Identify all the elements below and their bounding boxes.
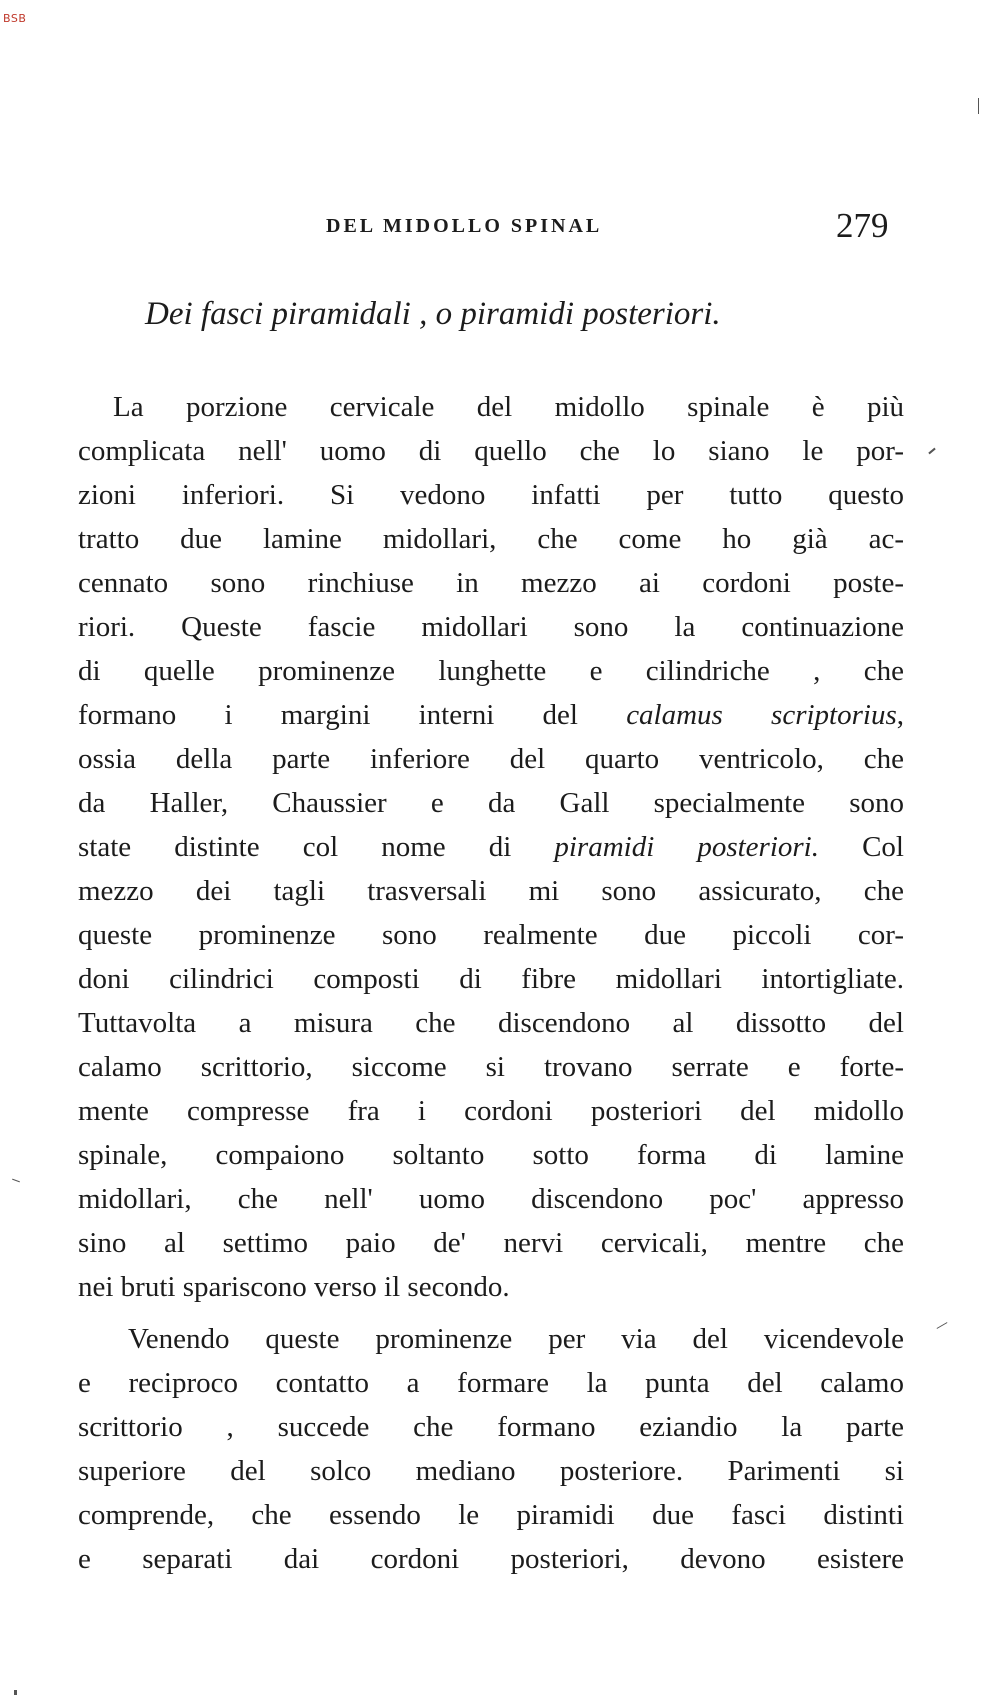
text-line bbox=[78, 869, 904, 913]
text-run: e reciproco contatto a formare la punta del calamo bbox=[78, 1367, 904, 1399]
text-run: doni cilindrici composti di fibre midollari intortigliate. bbox=[78, 963, 904, 995]
text-run: formano i margini interni del bbox=[78, 699, 627, 731]
text-line bbox=[78, 429, 904, 473]
text-run: Tuttavolta a misura che discendono al dissotto del bbox=[78, 1007, 904, 1039]
text-line bbox=[78, 473, 904, 517]
text-line bbox=[78, 561, 904, 605]
scan-speck bbox=[14, 1690, 17, 1695]
text-line bbox=[78, 1265, 904, 1309]
text-run: state distinte col nome di bbox=[78, 831, 555, 863]
text-run: di quelle prominenze lunghette e cilindriche , che bbox=[78, 655, 904, 687]
text-line bbox=[78, 737, 904, 781]
text-line bbox=[78, 1449, 904, 1493]
text-line bbox=[78, 1493, 904, 1537]
library-watermark: BSB bbox=[3, 12, 27, 25]
text-line bbox=[78, 605, 904, 649]
text-line bbox=[78, 1177, 904, 1221]
text-run: midollari, che nell' uomo discendono poc' appresso bbox=[78, 1183, 904, 1215]
text-run: nei bruti spariscono verso il secondo. bbox=[78, 1271, 510, 1303]
text-run: Col bbox=[819, 831, 904, 863]
text-line bbox=[78, 1361, 904, 1405]
text-line bbox=[78, 1405, 904, 1449]
text-line bbox=[78, 1221, 904, 1265]
scan-speck bbox=[928, 448, 935, 455]
text-line bbox=[78, 913, 904, 957]
section-title: Dei fasci piramidali , o piramidi posteriori. bbox=[145, 296, 721, 332]
scan-speck bbox=[978, 98, 979, 114]
text-run: scrittorio , succede che formano eziandio la parte bbox=[78, 1411, 904, 1443]
text-run: spinale, compaiono soltanto sotto forma di lamine bbox=[78, 1139, 904, 1171]
italic-term: piramidi posteriori. bbox=[554, 831, 819, 863]
text-run: mezzo dei tagli trasversali mi sono assicurato, che bbox=[78, 875, 904, 907]
text-run: queste prominenze sono realmente due piccoli cor- bbox=[78, 919, 904, 951]
text-run: cennato sono rinchiuse in mezzo ai cordoni poste- bbox=[78, 567, 904, 599]
text-line bbox=[78, 1317, 904, 1361]
page-number: 279 bbox=[836, 206, 889, 245]
scan-speck bbox=[12, 1179, 20, 1183]
text-run: ossia della parte inferiore del quarto ventricolo, che bbox=[78, 743, 904, 775]
italic-term: calamus scriptorius bbox=[626, 699, 897, 731]
text-run: mente compresse fra i cordoni posteriori del midollo bbox=[78, 1095, 904, 1127]
running-head: DEL MIDOLLO SPINAL bbox=[326, 215, 603, 237]
text-line bbox=[78, 1001, 904, 1045]
text-run: comprende, che essendo le piramidi due fasci distinti bbox=[78, 1499, 904, 1531]
text-line bbox=[78, 957, 904, 1001]
text-run: riori. Queste fascie midollari sono la continuazione bbox=[78, 611, 904, 643]
text-run: da Haller, Chaussier e da Gall specialmente sono bbox=[78, 787, 904, 819]
text-line bbox=[78, 649, 904, 693]
scan-speck bbox=[937, 1322, 948, 1329]
text-run: superiore del solco mediano posteriore. Parimenti si bbox=[78, 1455, 904, 1487]
text-line bbox=[78, 825, 904, 869]
text-run: , bbox=[896, 699, 904, 731]
text-line bbox=[78, 1537, 904, 1581]
text-run: sino al settimo paio de' nervi cervicali, mentre che bbox=[78, 1227, 904, 1259]
text-line bbox=[78, 385, 904, 429]
text-run: zioni inferiori. Si vedono infatti per tutto questo bbox=[78, 479, 904, 511]
text-run: e separati dai cordoni posteriori, devono esistere bbox=[78, 1543, 904, 1575]
text-line bbox=[78, 1133, 904, 1177]
text-line bbox=[78, 781, 904, 825]
text-run: tratto due lamine midollari, che come ho già ac- bbox=[78, 523, 904, 555]
text-run: Venendo queste prominenze per via del vicendevole bbox=[128, 1323, 904, 1355]
text-line bbox=[78, 693, 904, 737]
text-run: complicata nell' uomo di quello che lo siano le por- bbox=[78, 435, 904, 467]
paragraph-gap bbox=[78, 1309, 904, 1317]
text-line bbox=[78, 1089, 904, 1133]
body-text bbox=[78, 385, 904, 1581]
text-run: calamo scrittorio, siccome si trovano serrate e forte- bbox=[78, 1051, 904, 1083]
text-line bbox=[78, 1045, 904, 1089]
text-run: La porzione cervicale del midollo spinale è più bbox=[113, 391, 904, 423]
text-line bbox=[78, 517, 904, 561]
